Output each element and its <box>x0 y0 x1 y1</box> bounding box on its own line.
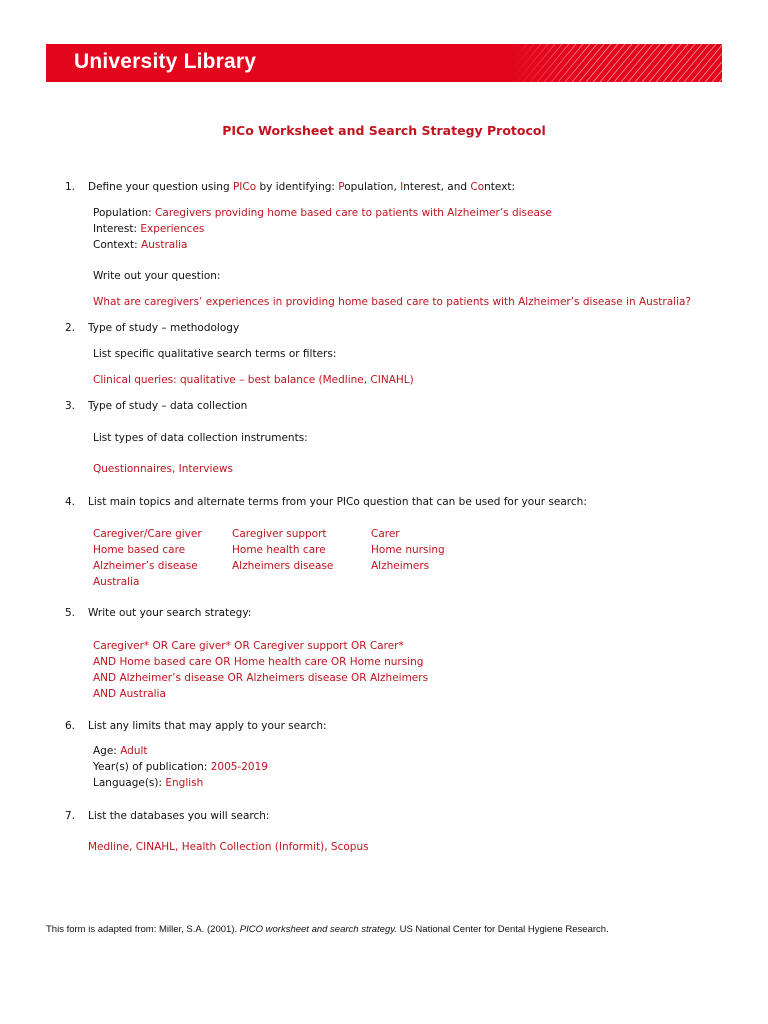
q2-number: 2. <box>65 322 76 334</box>
age-label: Age: <box>93 745 121 757</box>
term-cell: Alzheimer’s disease <box>93 560 198 572</box>
term-cell: Carer <box>371 528 400 540</box>
term-cell: Home based care <box>93 544 186 556</box>
q3-label: List types of data collection instruments: <box>93 432 308 444</box>
q6-heading: List any limits that may apply to your search: <box>88 720 327 732</box>
banner-title: University Library <box>74 50 257 73</box>
age-line <box>93 745 148 757</box>
footer-citation <box>46 924 609 935</box>
footer-prefix: This form is adapted from: Miller, S.A. (2001). <box>46 924 240 935</box>
q1-co-rest: ntext: <box>484 181 516 193</box>
q1-p-rest: opulation, <box>344 181 401 193</box>
q3-answer: Questionnaires, Interviews <box>93 463 233 475</box>
write-question-label: Write out your question: <box>93 270 221 282</box>
strategy-line: AND Home based care OR Home health care OR Home nursing <box>93 656 424 668</box>
context-line <box>93 239 187 251</box>
q7-number: 7. <box>65 810 76 822</box>
years-value: 2005-2019 <box>210 761 268 773</box>
term-cell: Alzheimers disease <box>232 560 334 572</box>
population-line <box>93 207 552 219</box>
q2-heading: Type of study – methodology <box>88 322 240 334</box>
interest-label: Interest: <box>93 223 141 235</box>
term-cell: Home health care <box>232 544 326 556</box>
question-text: What are caregivers’ experiences in providing home based care to patients with Alzheimer’s disease in Australia? <box>93 296 692 308</box>
language-value: English <box>165 777 204 789</box>
q7-answer: Medline, CINAHL, Health Collection (Informit), Scopus <box>88 841 369 853</box>
interest-line <box>93 223 204 235</box>
q4-heading: List main topics and alternate terms from your PICo question that can be used for your search: <box>88 496 587 508</box>
q4-number: 4. <box>65 496 76 508</box>
term-cell: Caregiver support <box>232 528 327 540</box>
strategy-line: Caregiver* OR Care giver* OR Caregiver support OR Carer* <box>93 640 404 652</box>
header-banner <box>46 44 722 82</box>
context-label: Context: <box>93 239 142 251</box>
term-cell: Alzheimers <box>371 560 430 572</box>
years-label: Year(s) of publication: <box>93 761 211 773</box>
q1-number: 1. <box>65 181 76 193</box>
strategy-line: AND Alzheimer’s disease OR Alzheimers disease OR Alzheimers <box>93 672 429 684</box>
term-cell: Australia <box>93 576 140 588</box>
q5-heading: Write out your search strategy: <box>88 607 252 619</box>
q1-co-letter: Co <box>470 181 485 193</box>
term-cell: Home nursing <box>371 544 445 556</box>
strategy-line: AND Australia <box>93 688 166 700</box>
context-value: Australia <box>141 239 188 251</box>
population-label: Population: <box>93 207 156 219</box>
q6-number: 6. <box>65 720 76 732</box>
document-title: PICo Worksheet and Search Strategy Protocol <box>222 123 546 138</box>
q1-i-rest: nterest, and <box>403 181 471 193</box>
q3-heading: Type of study – data collection <box>88 400 248 412</box>
q1-heading <box>88 181 515 193</box>
q1-heading-part1: Define your question using <box>88 181 233 193</box>
q1-p-letter: P <box>338 181 345 193</box>
q1-i-letter: I <box>400 181 404 193</box>
q3-number: 3. <box>65 400 76 412</box>
age-value: Adult <box>120 745 148 757</box>
years-line <box>93 761 268 773</box>
q1-heading-part2: by identifying: <box>256 181 339 193</box>
footer-suffix: US National Center for Dental Hygiene Research. <box>396 924 609 935</box>
language-line <box>93 777 203 789</box>
q5-number: 5. <box>65 607 76 619</box>
language-label: Language(s): <box>93 777 166 789</box>
q7-heading: List the databases you will search: <box>88 810 270 822</box>
interest-value: Experiences <box>140 223 205 235</box>
banner-hatch-pattern <box>512 44 722 82</box>
q2-answer: Clinical queries: qualitative – best balance (Medline, CINAHL) <box>93 374 414 386</box>
q2-label: List specific qualitative search terms or filters: <box>93 348 337 360</box>
population-value: Caregivers providing home based care to patients with Alzheimer’s disease <box>155 207 552 219</box>
footer-italic-title: PICO worksheet and search strategy. <box>239 924 397 935</box>
term-cell: Caregiver/Care giver <box>93 528 202 540</box>
q1-pico: PICo <box>232 181 257 193</box>
